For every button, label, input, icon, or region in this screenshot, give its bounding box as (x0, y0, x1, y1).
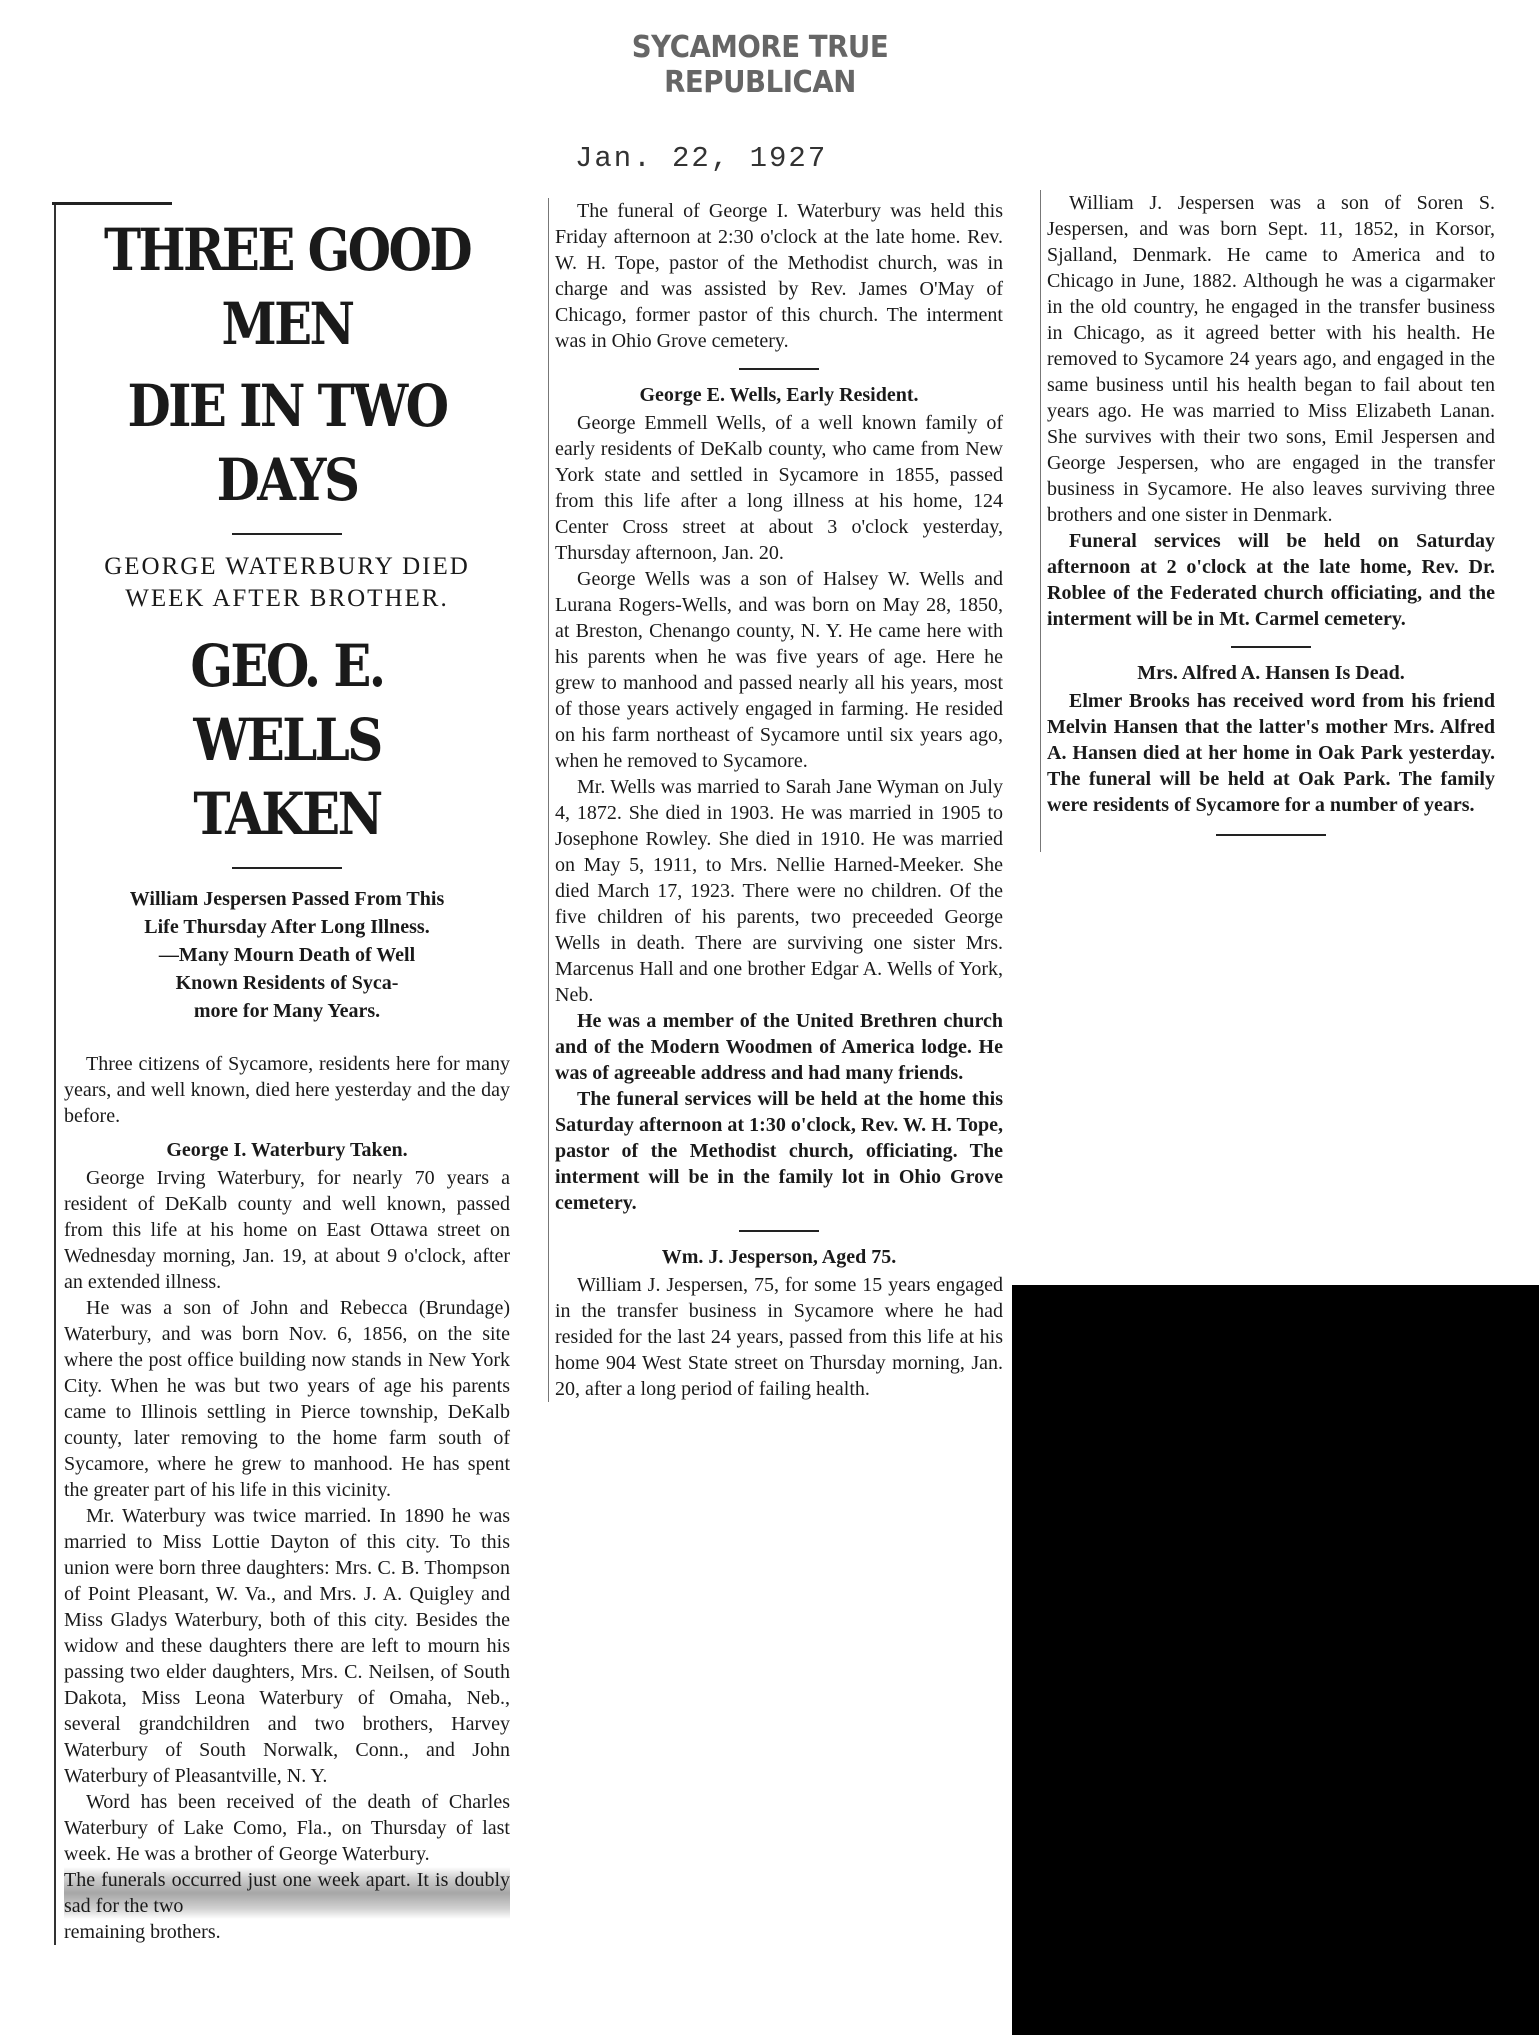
paragraph: Elmer Brooks has received word from his friend Melvin Hansen that the latter's mother Mrs. Alfred A. Hansen died at her home in Oak Park yesterday. The funeral will be held at Oak Park. The family were residents of Sycamore for a number of years. (1047, 690, 1495, 816)
section-title-jesperson: Wm. J. Jesperson, Aged 75. (661, 1246, 897, 1268)
divider (1231, 646, 1311, 648)
paragraph: Word has been received of the death of Charles Waterbury of Lake Como, Fla., on Thursday of last week. He was a brother of George Waterbury. (64, 1791, 510, 1865)
divider (232, 533, 342, 535)
bold-block (555, 1008, 1003, 1216)
masthead-stamp: SYCAMORE TRUE REPUBLICAN (631, 30, 889, 100)
deck-line-3: —Many Mourn Death of Well (158, 944, 416, 966)
subhead-line-2: WEEK AFTER BROTHER. (125, 585, 449, 612)
divider (1216, 834, 1326, 836)
section-title-waterbury: George I. Waterbury Taken. (166, 1139, 408, 1161)
section-title-wells: George E. Wells, Early Resident. (639, 384, 919, 406)
headline-line-2: DIE IN TWO DAYS (127, 372, 447, 514)
deck-line-4: Known Residents of Syca- (175, 972, 399, 994)
column-1 (54, 205, 510, 1945)
paragraph: George Wells was a son of Halsey W. Wells and Lurana Rogers-Wells, and was born on May 28, 1850, at Breston, Chenango county, N. Y. He came here with his parents when he was five years of age. Here he grew to manhood and passed nearly all his years, most of those years actively engaged in farming. He resided on his farm northeast of Sycamore until six years ago, when he removed to Sycamore. (555, 568, 1003, 772)
divider (232, 867, 342, 869)
paragraph: George Emmell Wells, of a well known family of early residents of DeKalb county, who came from New York state and settled in Sycamore in 1855, passed from this life after a long illness at his home, 124 Center Cross street at about 3 o'clock yesterday, Thursday afternoon, Jan. 20. (555, 412, 1003, 564)
section-title-hansen: Mrs. Alfred A. Hansen Is Dead. (1137, 662, 1405, 684)
intro-paragraph: Three citizens of Sycamore, residents here for many years, and well known, died here yesterday and the day before. (64, 1053, 510, 1127)
paragraph: Funeral services will be held on Saturday afternoon at 2 o'clock at the late home, Rev. Dr. Roblee of the Federated church officiating, and the interment will be in Mt. Carmel cemetery. (1047, 530, 1495, 630)
column-3 (1040, 190, 1495, 852)
headline-line-3: GEO. E. WELLS TAKEN (190, 632, 384, 848)
paragraph: Mr. Waterbury was twice married. In 1890 he was married to Miss Lottie Dayton of this city. To this union were born three daughters: Mrs. C. B. Thompson of Point Pleasant, W. Va., and Mrs. J. A. Quigley and Miss Gladys Waterbury, both of this city. Besides the widow and these daughters there are left to mourn his passing two elder daughters, Mrs. C. Neilsen, of South Dakota, Miss Leona Waterbury of Omaha, Neb., several grandchildren and two brothers, Harvey Waterbury of South Norwalk, Conn., and John Waterbury of Pleasantville, N. Y. (64, 1505, 510, 1787)
divider (739, 368, 819, 370)
paragraph: William J. Jespersen, 75, for some 15 years engaged in the transfer business in Sycamore where he had resided for the last 24 years, passed from this life at his home 904 West State street on Thursday morning, Jan. 20, after a long period of failing health. (555, 1274, 1003, 1400)
paragraph-end: remaining brothers. (64, 1921, 221, 1943)
smudged-paragraph: The funerals occurred just one week apart. It is doubly sad for the two (64, 1869, 510, 1917)
date-line: Jan. 22, 1927 (575, 142, 828, 175)
column-2 (548, 198, 1003, 1402)
paragraph: The funeral of George I. Waterbury was held this Friday afternoon at 2:30 o'clock at the late home. Rev. W. H. Tope, pastor of the Methodist church, was in charge and was assisted by Rev. James O'May of Chicago, former pastor of this church. The interment was in Ohio Grove cemetery. (555, 200, 1003, 352)
deck (64, 885, 510, 1025)
paragraph: He was a son of John and Rebecca (Brundage) Waterbury, and was born Nov. 6, 1856, on the site where the post office building now stands in New York City. When he was but two years of age his parents came to Illinois settling in Pierce township, DeKalb county, later removing to the home farm south of Sycamore, where he grew to manhood. He has spent the greater part of his life in this vicinity. (64, 1297, 510, 1501)
paragraph: George Irving Waterbury, for nearly 70 years a resident of DeKalb county and well known, passed from this life at his home on East Ottawa street on Wednesday morning, Jan. 19, at about 9 o'clock, after an extended illness. (64, 1167, 510, 1293)
headline-line-1: THREE GOOD MEN (103, 216, 471, 358)
redaction-block (1012, 1285, 1539, 2035)
paragraph: William J. Jespersen was a son of Soren S. Jespersen, and was born Sept. 11, 1852, in Korsor, Sjalland, Denmark. He came to America and to Chicago in June, 1882. Although he was a cigarmaker in the old country, he engaged in the transfer business in Chicago, as it agreed better with his health. He removed to Sycamore 24 years ago, and engaged in the same business until his health began to fail about ten years ago. He was married to Miss Elizabeth Lanan. She survives with their two sons, Emil Jespersen and George Jespersen, who are engaged in the transfer business in Sycamore. He also leaves surviving three brothers and one sister in Denmark. (1047, 192, 1495, 526)
deck-line-1: William Jespersen Passed From This (129, 888, 445, 910)
subhead-line-1: GEORGE WATERBURY DIED (104, 553, 470, 580)
paragraph: He was a member of the United Brethren church and of the Modern Woodmen of America lodge. He was of agreeable address and had many friends. (555, 1010, 1003, 1084)
deck-line-5: more for Many Years. (193, 1000, 381, 1022)
deck-line-2: Life Thursday After Long Illness. (144, 916, 430, 938)
divider (739, 1230, 819, 1232)
paragraph: The funeral services will be held at the home this Saturday afternoon at 1:30 o'clock, Rev. W. H. Tope, pastor of the Methodist church, officiating. The interment will be in the family lot in Ohio Grove cemetery. (555, 1088, 1003, 1214)
paragraph: Mr. Wells was married to Sarah Jane Wyman on July 4, 1872. She died in 1903. He was married in 1905 to Josephone Rowley. She died in 1910. He was married on May 5, 1911, to Mrs. Nellie Harned-Meeker. She died March 17, 1923. There were no children. Of the five children of his parents, two preceeded George Wells in death. There are surviving one sister Mrs. Marcenus Hall and one brother Edgar A. Wells of York, Neb. (555, 776, 1003, 1006)
